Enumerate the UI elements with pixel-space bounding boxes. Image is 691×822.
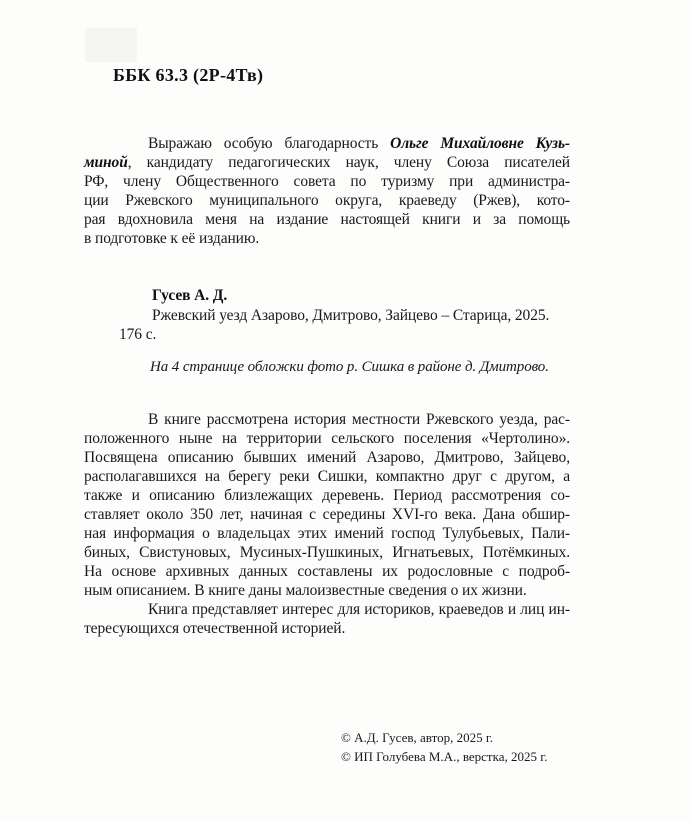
text-line: ная информация о владельцах этих имений господ Тулубьевых, Пали-	[84, 525, 570, 542]
text-line: Ржевский уезд Азарово, Дмитрово, Зайцево – Старица, 2025.	[152, 306, 550, 324]
cover-photo-note: На 4 странице обложки фото р. Сишка в районе д. Дмитрово.	[150, 359, 549, 375]
text-line: в подготовке к её изданию.	[84, 230, 260, 247]
text-line: тересующихся отечественной историей.	[84, 620, 346, 637]
text-line: располагавшихся на берегу реки Сишки, компактно друг с другом, а	[84, 468, 570, 485]
text-line: биных, Свистуновых, Мусиных-Пушкиных, Игнатьевых, Потёмкиных.	[84, 544, 570, 561]
bbk-classification-code: ББК 63.3 (2Р-4Тв)	[113, 65, 264, 85]
text-line: © А.Д. Гусев, автор, 2025 г.	[341, 730, 493, 745]
text-line: Посвящена описанию бывших имений Азарово, Дмитрово, Зайцево,	[84, 449, 570, 466]
text-line: РФ, члену Общественного совета по туризму при администра-	[84, 173, 570, 190]
copyright-block	[341, 729, 621, 767]
acknowledgement-paragraph	[84, 134, 570, 248]
scan-artifact	[85, 28, 137, 62]
text-line: ставляет около 350 лет, начиная с середины XVI-го века. Дана обшир-	[84, 506, 570, 523]
text-line: В книге рассмотрена история местности Ржевского уезда, рас-	[148, 411, 570, 428]
text-line: миной, кандидату педагогических наук, члену Союза писателей	[84, 154, 570, 171]
text-line: ным описанием. В книге даны малоизвестные сведения о их жизни.	[84, 582, 527, 599]
annotation-paragraph	[84, 410, 570, 638]
text-line: 176 с.	[119, 326, 157, 343]
text-line: Книга представляет интерес для историков, краеведов и лиц ин-	[148, 601, 570, 618]
text-line: Выражаю особую благодарность Ольге Михайловне Кузь-	[148, 135, 570, 152]
text-line: © ИП Голубева М.А., верстка, 2025 г.	[341, 749, 548, 764]
text-line: рая вдохновила меня на издание настоящей книги и за помощь	[84, 211, 570, 228]
text-line: также и описанию близлежащих деревень. Период рассмотрения со-	[84, 487, 570, 504]
text-line: На основе архивных данных составлены их родословные с подроб-	[84, 563, 570, 580]
text-line: Гусев А. Д.	[152, 287, 228, 304]
bibliographic-record	[84, 286, 570, 345]
text-line: ции Ржевского муниципального округа, краеведу (Ржев), кото-	[84, 192, 570, 209]
text-line: положенного ныне на территории сельского поселения «Чертолино».	[84, 430, 570, 447]
